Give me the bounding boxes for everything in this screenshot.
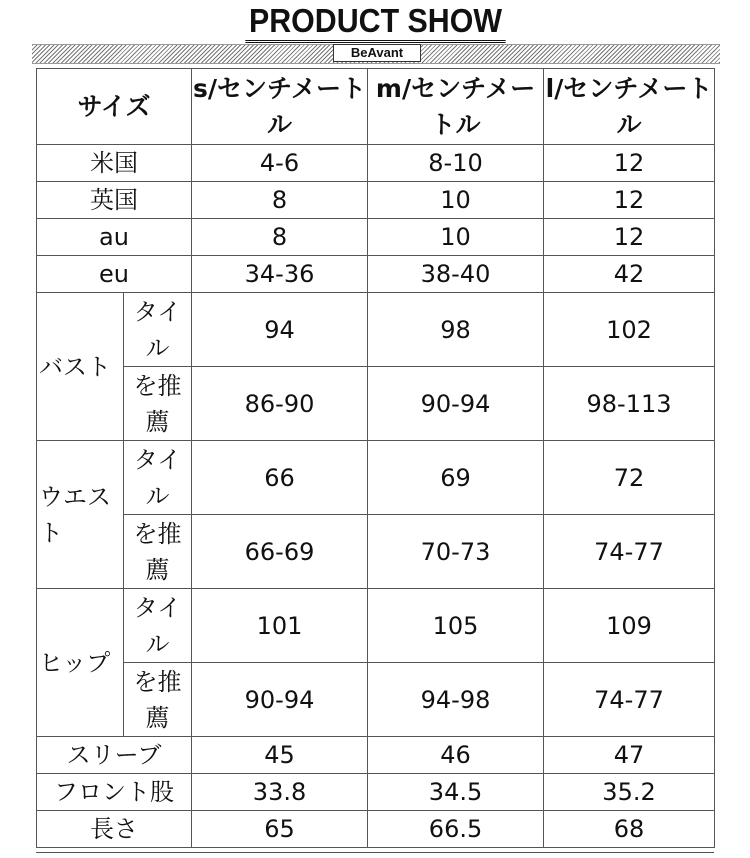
cell: 74-77	[544, 515, 715, 589]
sub-label: タイル	[124, 589, 192, 663]
table-row	[37, 441, 715, 515]
cell: 45	[192, 737, 368, 774]
row-label: au	[37, 219, 192, 256]
sub-label: を推薦	[124, 367, 192, 441]
table-row	[37, 182, 715, 219]
cell: 10	[368, 182, 544, 219]
cell: 68	[544, 811, 715, 848]
cell: 12	[544, 182, 715, 219]
table-row	[37, 293, 715, 367]
row-label: eu	[37, 256, 192, 293]
cell: 109	[544, 589, 715, 663]
cell: 101	[192, 589, 368, 663]
cell: 4-6	[192, 145, 368, 182]
cell: 74-77	[544, 663, 715, 737]
header-size: サイズ	[37, 69, 192, 145]
sub-label: を推薦	[124, 663, 192, 737]
cell: 105	[368, 589, 544, 663]
cell: 69	[368, 441, 544, 515]
bottom-rule	[36, 852, 714, 853]
cell: 70-73	[368, 515, 544, 589]
cell: 38-40	[368, 256, 544, 293]
cell: 90-94	[368, 367, 544, 441]
page-title: PRODUCT SHOW	[245, 2, 505, 43]
cell: 42	[544, 256, 715, 293]
cell: 102	[544, 293, 715, 367]
sub-label: を推薦	[124, 515, 192, 589]
cell: 10	[368, 219, 544, 256]
cell: 46	[368, 737, 544, 774]
row-label: 英国	[37, 182, 192, 219]
brand-label: BeAvant	[333, 44, 421, 62]
cell: 66.5	[368, 811, 544, 848]
table-row	[37, 663, 715, 737]
cell: 34-36	[192, 256, 368, 293]
cell: 66-69	[192, 515, 368, 589]
cell: 8	[192, 182, 368, 219]
row-label: スリーブ	[37, 737, 192, 774]
table-row	[37, 737, 715, 774]
cell: 66	[192, 441, 368, 515]
cell: 34.5	[368, 774, 544, 811]
sub-label: タイル	[124, 293, 192, 367]
page-title-wrap	[0, 2, 750, 40]
cell: 94	[192, 293, 368, 367]
cell: 72	[544, 441, 715, 515]
group-label-hip: ヒップ	[37, 589, 124, 737]
cell: 12	[544, 219, 715, 256]
table-row	[37, 145, 715, 182]
table-header-row	[37, 69, 715, 145]
header-s: s/センチメートル	[192, 69, 368, 145]
table-row	[37, 219, 715, 256]
sub-label: タイル	[124, 441, 192, 515]
cell: 86-90	[192, 367, 368, 441]
table-row	[37, 774, 715, 811]
header-m: m/センチメートル	[368, 69, 544, 145]
cell: 8	[192, 219, 368, 256]
cell: 12	[544, 145, 715, 182]
table-row	[37, 811, 715, 848]
table-row	[37, 367, 715, 441]
cell: 65	[192, 811, 368, 848]
group-label-waist: ウエスト	[37, 441, 124, 589]
cell: 47	[544, 737, 715, 774]
cell: 35.2	[544, 774, 715, 811]
cell: 8-10	[368, 145, 544, 182]
table-row	[37, 589, 715, 663]
header-l: l/センチメートル	[544, 69, 715, 145]
row-label: 長さ	[37, 811, 192, 848]
size-chart-table	[36, 68, 715, 848]
cell: 94-98	[368, 663, 544, 737]
cell: 33.8	[192, 774, 368, 811]
table-row	[37, 256, 715, 293]
group-label-bust: バスト	[37, 293, 124, 441]
cell: 98-113	[544, 367, 715, 441]
row-label: 米国	[37, 145, 192, 182]
cell: 90-94	[192, 663, 368, 737]
row-label: フロント股	[37, 774, 192, 811]
table-row	[37, 515, 715, 589]
cell: 98	[368, 293, 544, 367]
